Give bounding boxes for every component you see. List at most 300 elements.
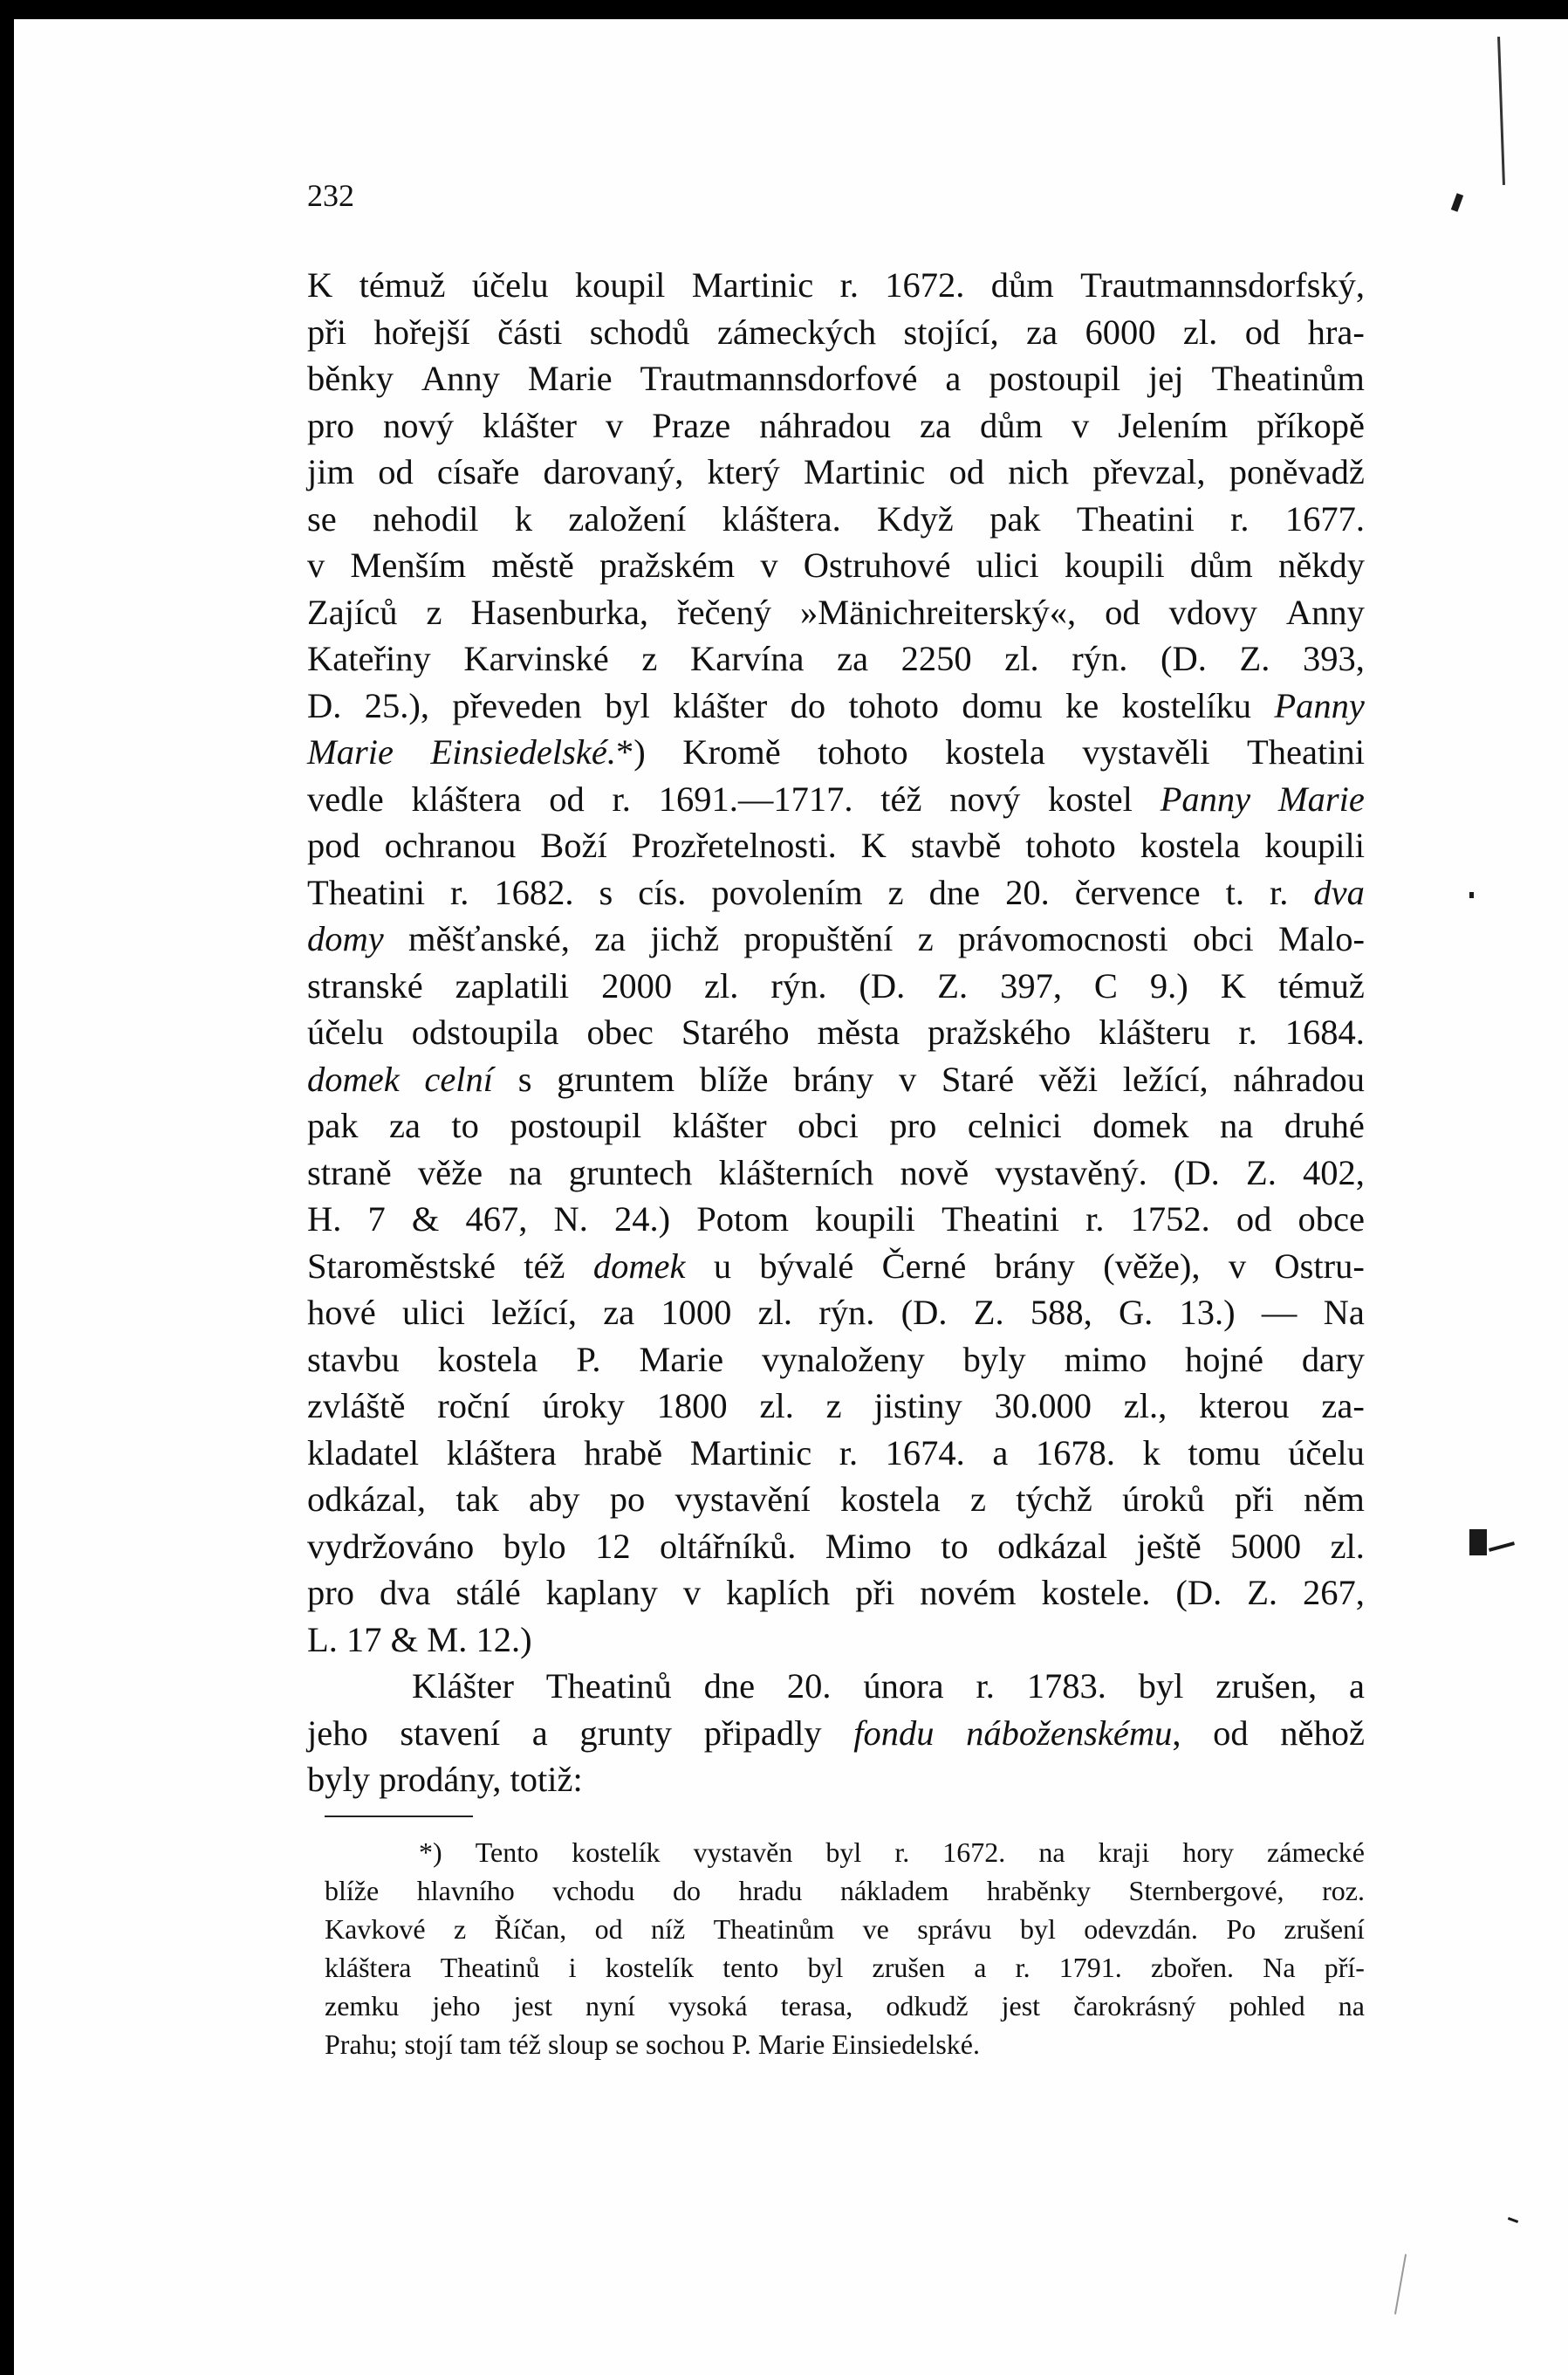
word: Theatinů: [545, 1666, 672, 1706]
word: Na: [1263, 1952, 1296, 1983]
word: nyní: [585, 1990, 635, 2021]
word: 402,: [1303, 1152, 1365, 1192]
margin-speck: [1451, 193, 1463, 212]
word: obci: [798, 1106, 859, 1145]
word: *): [419, 1836, 442, 1868]
word: v: [1228, 1246, 1247, 1286]
word: byl: [807, 1952, 844, 1983]
word: hlavního: [416, 1875, 515, 1906]
word: někdy: [1277, 546, 1365, 585]
word: zl.: [757, 1293, 793, 1332]
word: K: [860, 826, 887, 865]
word: z: [887, 872, 904, 912]
word: stranské: [307, 965, 423, 1006]
word: od: [378, 452, 414, 491]
word: z: [453, 1913, 467, 1945]
word: r.: [1085, 1199, 1105, 1239]
word: vydržováno: [307, 1526, 475, 1566]
word: r.: [976, 1666, 995, 1706]
word: od: [1213, 1713, 1249, 1753]
word: 393,: [1303, 639, 1365, 678]
word: vystavěný.: [995, 1152, 1147, 1192]
text-line: [307, 1430, 1365, 1477]
word: ochranou: [384, 826, 517, 865]
word: k: [1142, 1432, 1161, 1472]
word: ulici: [976, 546, 1039, 585]
word: z: [917, 919, 934, 958]
word: r.: [894, 1836, 910, 1868]
word: tohoto: [848, 685, 939, 725]
word: července: [1074, 872, 1201, 912]
word: r.: [612, 779, 631, 819]
word: bývalé: [759, 1246, 854, 1286]
text-line: [307, 1243, 1365, 1290]
word: od: [1105, 592, 1140, 632]
word: zl.: [1182, 312, 1218, 352]
word: r.: [1269, 872, 1289, 912]
word: kostelík: [572, 1836, 661, 1868]
word: koupili: [1064, 546, 1165, 585]
text-line: [307, 1383, 1365, 1430]
word: Theatini: [307, 872, 425, 912]
word: &: [411, 1199, 440, 1239]
word: Martinic: [689, 1432, 812, 1472]
word: to: [451, 1106, 479, 1145]
word: obci: [1192, 919, 1254, 958]
word: části: [497, 312, 563, 352]
footnote-line: [325, 1910, 1365, 1948]
word: 20.: [1005, 872, 1050, 912]
word: týchž: [1016, 1479, 1092, 1519]
word: tento: [722, 1952, 779, 1983]
word: Martinic: [691, 265, 814, 305]
word: postoupil: [989, 359, 1121, 398]
word: Tento: [475, 1836, 539, 1868]
word: též: [880, 779, 922, 819]
scan-top-border: [0, 0, 1568, 19]
word: Říčan,: [494, 1913, 567, 1945]
word: do: [790, 685, 826, 725]
word: r.: [1230, 498, 1250, 539]
text-line: [307, 402, 1365, 450]
word: Zajíců: [307, 592, 398, 632]
word: Staroměstské: [307, 1246, 496, 1286]
scan-left-border: [0, 19, 14, 2375]
word: Sternbergové,: [1128, 1875, 1284, 1906]
word: terasa,: [780, 1990, 853, 2021]
word: dne: [928, 872, 981, 912]
word: převzal,: [1092, 452, 1206, 491]
word: (D.: [1175, 1573, 1222, 1612]
word: účelu: [1288, 1432, 1365, 1472]
text-line: [307, 1150, 1365, 1197]
word: blíže: [325, 1875, 380, 1906]
word: vdovy: [1168, 592, 1257, 632]
word: kláštera: [411, 779, 522, 819]
word: domu: [962, 685, 1043, 725]
word: domek: [1092, 1106, 1189, 1145]
word: jeho: [432, 1990, 481, 2021]
word: v: [606, 405, 624, 445]
word: Trautmannsdorfský,: [1080, 265, 1365, 305]
word: Marie: [307, 732, 394, 772]
word: jeho: [307, 1713, 368, 1753]
word: hové: [307, 1293, 376, 1332]
word: vchodu: [552, 1875, 635, 1906]
word: K: [307, 265, 333, 305]
word: P.: [576, 1339, 601, 1379]
word: témuž: [359, 265, 446, 305]
word: (D.: [1161, 639, 1207, 678]
word: hra-: [1307, 312, 1365, 352]
word: Karvinské: [463, 639, 609, 678]
word: nově: [900, 1152, 969, 1192]
word: k: [514, 498, 533, 539]
word: hraběnky: [986, 1875, 1091, 1906]
word: za-: [1321, 1386, 1365, 1425]
word: od: [594, 1913, 623, 1945]
word: koupili: [1264, 826, 1365, 865]
word: 1800: [656, 1386, 728, 1425]
word: zl.: [704, 965, 739, 1006]
word: nákladem: [839, 1875, 949, 1906]
word: kostela: [1140, 826, 1241, 865]
word: Panny: [1274, 685, 1365, 725]
word: Z.: [1239, 639, 1270, 678]
text-line: byly prodány, totiž:: [307, 1760, 583, 1799]
word: cís.: [638, 872, 687, 912]
text-line: [307, 822, 1365, 869]
word: v: [898, 1059, 917, 1099]
word: zl.: [1004, 639, 1039, 678]
word: gruntech: [568, 1152, 693, 1192]
word: pří-: [1324, 1952, 1365, 1983]
word: za: [603, 1293, 635, 1332]
word: Marie: [639, 1339, 724, 1379]
word: byl: [1138, 1666, 1184, 1706]
word: novém: [920, 1573, 1017, 1612]
word: 20.: [786, 1666, 832, 1706]
word: byly: [962, 1339, 1026, 1379]
word: 397,: [1000, 965, 1062, 1006]
word: gruntem: [557, 1059, 675, 1099]
word: H.: [307, 1199, 342, 1239]
word: hory: [1182, 1836, 1234, 1868]
word: fondu: [853, 1713, 935, 1753]
word: úroky: [542, 1386, 625, 1425]
word: klášter: [673, 685, 768, 725]
word: —: [1261, 1293, 1298, 1332]
word: který: [707, 452, 780, 491]
word: zámecké: [1267, 1836, 1365, 1868]
word: 1674.: [885, 1432, 965, 1472]
word: r.: [839, 1432, 859, 1472]
word: schodů: [589, 312, 690, 352]
word: do: [673, 1875, 702, 1906]
word: v: [760, 546, 778, 585]
word: pak: [307, 1106, 359, 1145]
footnote: [325, 1833, 1365, 2063]
word: kostela: [437, 1339, 538, 1379]
word: a: [974, 1952, 987, 1983]
text-line: [307, 729, 1365, 776]
word: vysoká: [668, 1990, 748, 2021]
word: čarokrásný: [1073, 1990, 1196, 2021]
word: obce: [1298, 1199, 1365, 1239]
text-line: [307, 916, 1365, 963]
word: pro: [889, 1106, 937, 1145]
word: Po: [1226, 1913, 1256, 1945]
text-line: [307, 1289, 1365, 1336]
word: s: [517, 1059, 532, 1099]
word: ještě: [1136, 1526, 1202, 1566]
word: Karvína: [690, 639, 805, 678]
word: tomu: [1188, 1432, 1261, 1472]
text-line: [307, 449, 1365, 496]
word: domek: [592, 1246, 686, 1286]
word: císaře: [436, 452, 520, 491]
word: na: [1219, 1106, 1254, 1145]
text-line: [307, 1336, 1365, 1383]
word: N.: [553, 1199, 588, 1239]
word: odstoupila: [411, 1012, 559, 1052]
text-line: [307, 496, 1365, 543]
word: při: [307, 312, 346, 352]
word: za: [594, 919, 627, 958]
word: odevzdán.: [1084, 1913, 1198, 1945]
word: t.: [1225, 872, 1244, 912]
word: kostela: [840, 1479, 941, 1519]
word: povolením: [711, 872, 863, 912]
word: Theatini: [1076, 498, 1195, 539]
word: klášterních: [718, 1152, 874, 1192]
word: hořejší: [373, 312, 470, 352]
word: pro: [307, 1573, 354, 1612]
word: r.: [449, 872, 469, 912]
text-line: [307, 589, 1365, 636]
word: zemku: [325, 1990, 400, 2021]
margin-speck: [1394, 2254, 1407, 2314]
word: měšťanské,: [408, 919, 570, 958]
page-edge-line: [1497, 37, 1505, 185]
word: věži: [1038, 1059, 1099, 1099]
word: stavbě: [910, 826, 1002, 865]
word: z: [825, 1386, 842, 1425]
text-line: [307, 1523, 1365, 1570]
word: od: [549, 779, 585, 819]
word: nich: [1008, 452, 1070, 491]
word: to: [941, 1526, 969, 1566]
word: kostelík: [605, 1952, 695, 1983]
margin-speck: [1508, 2217, 1518, 2223]
word: při: [855, 1573, 895, 1612]
word: Ostruhové: [803, 546, 951, 585]
word: na: [509, 1152, 543, 1192]
word: kláštera: [446, 1432, 557, 1472]
word: Praze: [652, 405, 731, 445]
word: Z.: [1245, 1152, 1277, 1192]
word: 12: [595, 1526, 631, 1566]
word: náboženskému,: [966, 1713, 1181, 1753]
word: zrušen: [872, 1952, 946, 1983]
word: nehodil: [373, 498, 479, 539]
word: jest: [1001, 1990, 1041, 2021]
word: celnici: [967, 1106, 1062, 1145]
word: vystavění: [674, 1479, 811, 1519]
word: grunty: [579, 1713, 673, 1753]
word: něhož: [1280, 1713, 1365, 1753]
word: od: [1244, 312, 1281, 352]
word: kostele.: [1041, 1573, 1151, 1612]
word: Z.: [937, 965, 969, 1006]
word: jej: [1148, 359, 1184, 398]
word: a: [992, 1432, 1009, 1472]
word: Malo-: [1277, 919, 1365, 958]
word: Černé: [881, 1246, 967, 1286]
word: 1752.: [1130, 1199, 1210, 1239]
word: darovaný,: [543, 452, 684, 491]
word: zrušen,: [1215, 1666, 1318, 1706]
word: se: [307, 498, 337, 539]
word: dům: [979, 405, 1043, 445]
word: městě: [491, 546, 574, 585]
word: zvláště: [307, 1386, 406, 1425]
word: pod: [307, 826, 360, 865]
word: 7: [367, 1199, 386, 1239]
word: Na: [1323, 1293, 1365, 1332]
word: byl: [605, 685, 650, 725]
word: D.: [307, 685, 342, 725]
word: kaplích: [726, 1573, 831, 1612]
word: vynaloženy: [762, 1339, 925, 1379]
word: dům: [1189, 546, 1253, 585]
body-text: [307, 262, 1365, 1803]
text-line: [307, 963, 1365, 1010]
word: příkopě: [1256, 405, 1365, 445]
word: jim: [307, 452, 355, 491]
word: hradu: [738, 1875, 803, 1906]
word: kláštera: [325, 1952, 412, 1983]
word: aby: [529, 1479, 580, 1519]
word: Boží: [540, 826, 607, 865]
word: kraji: [1098, 1836, 1150, 1868]
margin-speck: [1469, 1529, 1487, 1555]
word: a: [945, 359, 962, 398]
word: 1691.—1717.: [658, 779, 853, 819]
word: Anny: [421, 359, 500, 398]
word: Marie: [1277, 779, 1365, 819]
word: města: [817, 1012, 900, 1052]
text-line: [307, 776, 1365, 823]
word: níž: [651, 1913, 686, 1945]
word: Theatini: [1247, 732, 1365, 772]
word: připadly: [703, 1713, 822, 1753]
word: Kromě: [682, 732, 781, 772]
word: dva: [379, 1573, 431, 1612]
word: Theatinů: [440, 1952, 540, 1983]
word: z: [426, 592, 442, 632]
word: byl: [1019, 1913, 1056, 1945]
word: dne: [703, 1666, 756, 1706]
text-line: [307, 262, 1365, 309]
word: 1672.: [942, 1836, 1006, 1868]
word: 13.): [1179, 1293, 1236, 1332]
word: 2000: [601, 965, 673, 1006]
text-line: [307, 542, 1365, 589]
text-line: [307, 1476, 1365, 1523]
word: koupil: [574, 265, 666, 305]
word: rýn.: [1072, 639, 1128, 678]
word: pak: [989, 498, 1041, 539]
word: nový: [383, 405, 455, 445]
word: poněvadž: [1229, 452, 1365, 491]
word: tohoto: [818, 732, 908, 772]
word: Kateřiny: [307, 639, 431, 678]
word: zl.: [759, 1386, 794, 1425]
word: 588,: [1030, 1293, 1092, 1332]
word: pražském: [599, 546, 736, 585]
word: ke: [1065, 685, 1099, 725]
word: druhé: [1284, 1106, 1365, 1145]
word: 2250: [900, 639, 972, 678]
word: Trautmannsdorfové: [640, 359, 918, 398]
word: za: [837, 639, 869, 678]
word: G.: [1118, 1293, 1154, 1332]
word: řečený: [677, 592, 772, 632]
word: rýn.: [818, 1293, 875, 1332]
word: 30.000: [994, 1386, 1092, 1425]
word: koupili: [815, 1199, 915, 1239]
word: převeden: [452, 685, 582, 725]
word: Panny: [1160, 779, 1251, 819]
word: též: [524, 1246, 565, 1286]
word: dary: [1301, 1339, 1365, 1379]
text-line: [307, 1663, 1365, 1710]
word: Starého: [681, 1012, 790, 1052]
word: něm: [1304, 1479, 1365, 1519]
word: kostela: [945, 732, 1045, 772]
text-line: [307, 869, 1365, 916]
word: věže: [417, 1152, 483, 1192]
word: témuž: [1277, 965, 1365, 1006]
text-line: [307, 1569, 1365, 1617]
word: kladatel: [307, 1432, 420, 1472]
word: Theatinům: [713, 1913, 835, 1945]
word: domek: [307, 1059, 400, 1099]
word: založení: [568, 498, 687, 539]
word: zámeckých: [716, 312, 877, 352]
word: náhradou: [759, 405, 891, 445]
word: blíže: [699, 1059, 769, 1099]
word: pražského: [928, 1012, 1072, 1052]
word: kaplany: [545, 1573, 658, 1612]
word: Einsiedelské.*): [430, 732, 646, 772]
word: tak: [455, 1479, 499, 1519]
text-line: [307, 683, 1365, 730]
word: za: [919, 405, 951, 445]
word: Theatini: [941, 1199, 1060, 1239]
word: s: [599, 872, 613, 912]
word: zrušení: [1284, 1913, 1365, 1945]
word: zaplatili: [455, 965, 570, 1006]
word: pohled: [1229, 1990, 1305, 2021]
word: u: [713, 1246, 732, 1286]
word: od: [948, 452, 985, 491]
word: při: [1234, 1479, 1274, 1519]
text-line: [307, 1196, 1365, 1243]
word: (D.: [1173, 1152, 1220, 1192]
word: úroků: [1122, 1479, 1205, 1519]
